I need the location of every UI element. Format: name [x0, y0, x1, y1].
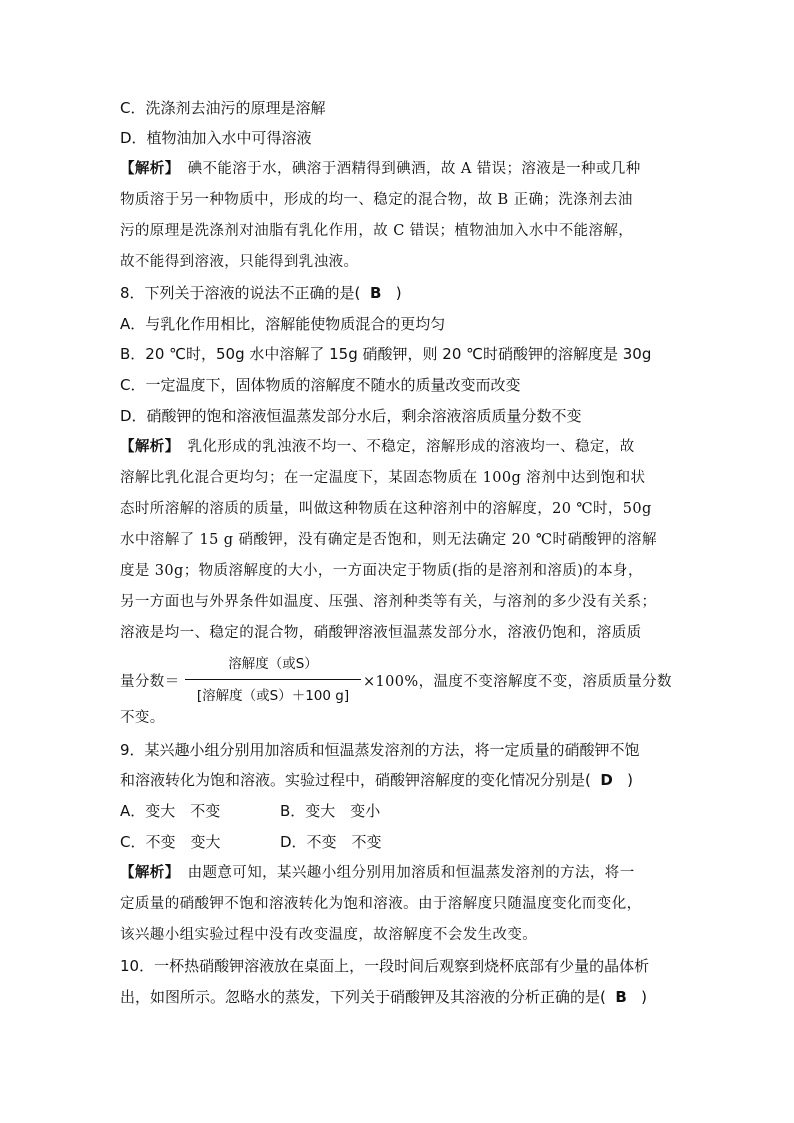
- q7-option-d: D．植物油加入水中可得溶液: [120, 129, 312, 147]
- q8-analysis-line: 另一方面也与外界条件如温度、压强、溶剂种类等有关，与溶剂的多少没有关系；: [120, 594, 657, 610]
- q8-analysis-line: 态时所溶解的溶质的质量，叫做这种物质在这种溶剂中的溶解度，20 ℃时，50g: [120, 501, 652, 517]
- analysis-tag: 【解析】: [120, 865, 180, 881]
- q9-analysis-line: 该兴趣小组实验过程中没有改变温度，故溶解度不会发生改变。: [120, 927, 538, 943]
- mass-fraction-formula: [120, 652, 720, 712]
- q8-answer: B: [369, 284, 382, 302]
- q8-option-d: D．硝酸钾的饱和溶液恒温蒸发部分水后，剩余溶液溶质质量分数不变: [120, 407, 582, 425]
- fraction-bar: [185, 679, 361, 680]
- q9-stem: 和溶液转化为饱和溶液。实验过程中，硝酸钾溶解度的变化情况分别是( D ): [120, 771, 634, 789]
- q9-option-d: D．不变 不变: [280, 833, 382, 851]
- q8-analysis-line: 溶解比乳化混合更均匀；在一定温度下，某固态物质在 100g 溶剂中达到饱和状: [120, 470, 646, 486]
- q9-stem-line: 9．某兴趣小组分别用加溶质和恒温蒸发溶剂的方法，将一定质量的硝酸钾不饱: [120, 741, 640, 759]
- q7-analysis-line: 物质溶于另一种物质中，形成的均一、稳定的混合物，故 B 正确；洗涤剂去油: [120, 192, 633, 208]
- q9-analysis-line: 定质量的硝酸钾不饱和溶液转化为饱和溶液。由于溶解度只随温度变化而变化，: [120, 896, 642, 912]
- q8-analysis-line: 水中溶解了 15 g 硝酸钾，没有确定是否饱和，则无法确定 20 ℃时硝酸钾的溶解: [120, 532, 657, 548]
- formula-prefix: 量分数＝: [120, 674, 180, 690]
- q8-analysis-line: 度是 30g；物质溶解度的大小，一方面决定于物质(指的是溶剂和溶质)的本身，: [120, 563, 643, 579]
- q9-options-row: [120, 801, 680, 821]
- q10-stem: 出，如图所示。忽略水的蒸发，下列关于硝酸钾及其溶液的分析正确的是( B ): [120, 988, 648, 1006]
- analysis-tag: 【解析】: [120, 439, 180, 455]
- formula-numerator: 溶解度（或S）: [228, 656, 318, 672]
- q7-option-c: C．洗涤剂去油污的原理是溶解: [120, 99, 326, 117]
- analysis-tag: 【解析】: [120, 161, 180, 177]
- formula-denominator: [溶解度（或S）＋100 g]: [196, 688, 350, 704]
- q9-options-row: [120, 832, 680, 852]
- q10-stem-line: 10．一杯热硝酸钾溶液放在桌面上，一段时间后观察到烧杯底部有少量的晶体析: [120, 957, 650, 975]
- q9-option-b: B．变大 变小: [280, 802, 381, 820]
- q7-analysis-line: 【解析】 碘不能溶于水，碘溶于酒精得到碘酒，故 A 错误；溶液是一种或几种: [120, 161, 641, 177]
- q8-analysis-line: 【解析】 乳化形成的乳浊液不均一、不稳定，溶解形成的溶液均一、稳定，故: [120, 439, 635, 455]
- q8-analysis-line: 溶液是均一、稳定的混合物，硝酸钾溶液恒温蒸发部分水，溶液仍饱和，溶质质: [120, 625, 642, 641]
- q9-option-c: C．不变 变大: [120, 833, 221, 851]
- q9-analysis-line: 【解析】 由题意可知，某兴趣小组分别用加溶质和恒温蒸发溶剂的方法，将一: [120, 865, 635, 881]
- formula-suffix: ×100%，温度不变溶解度不变，溶质质量分数: [363, 674, 672, 690]
- q8-stem: 8．下列关于溶液的说法不正确的是( B ): [120, 284, 402, 302]
- q8-option-a: A．与乳化作用相比，溶解能使物质混合的更均匀: [120, 315, 446, 333]
- q7-analysis-line: 故不能得到溶液，只能得到乳浊液。: [120, 254, 359, 270]
- q8-option-c: C．一定温度下，固体物质的溶解度不随水的质量改变而改变: [120, 376, 521, 394]
- q8-option-b: B．20 ℃时，50g 水中溶解了 15g 硝酸钾，则 20 ℃时硝酸钾的溶解度是 30g: [120, 345, 652, 363]
- q10-answer: B: [615, 988, 627, 1006]
- q7-analysis-line: 污的原理是洗涤剂对油脂有乳化作用，故 C 错误；植物油加入水中不能溶解，: [120, 223, 634, 239]
- q9-option-a: A．变大 不变: [120, 802, 221, 820]
- q9-answer: D: [600, 771, 613, 789]
- q8-analysis-end: 不变。: [120, 710, 165, 726]
